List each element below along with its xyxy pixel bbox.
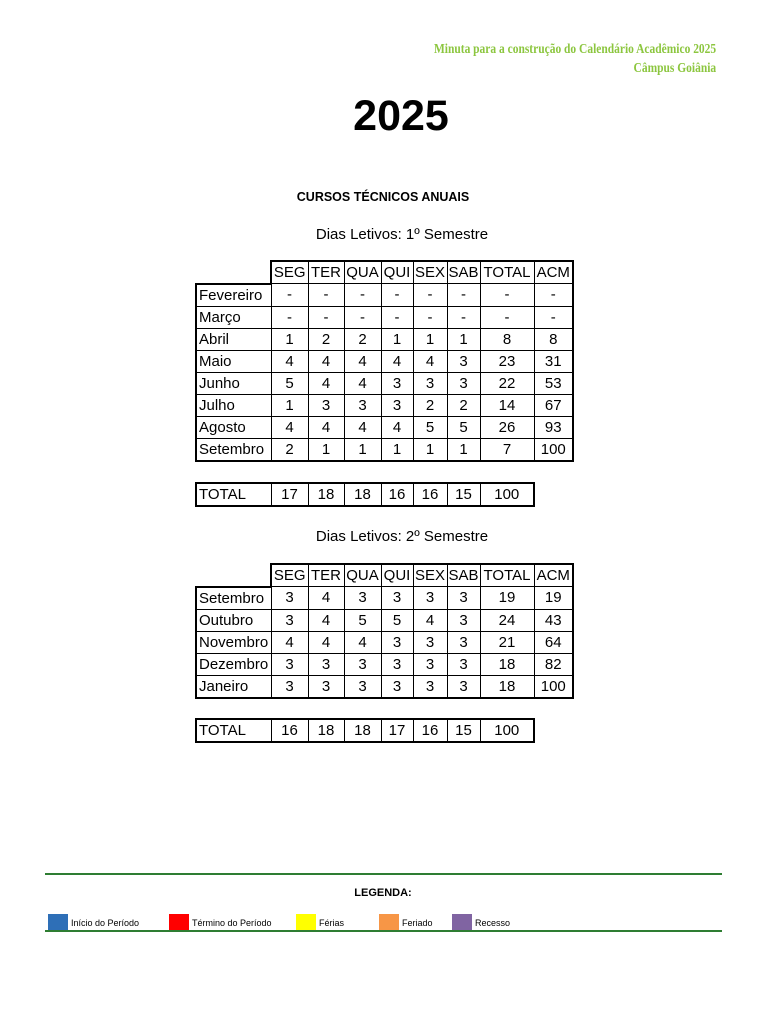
value-cell: - [271, 306, 308, 328]
value-cell: 3 [308, 653, 344, 675]
value-cell: 22 [480, 372, 534, 394]
legend-label: Recesso [475, 917, 511, 928]
column-header: SEG [271, 564, 308, 587]
legend-label: Início do Período [71, 917, 140, 928]
corner-cell [196, 261, 271, 284]
column-header: QUI [381, 564, 413, 587]
legend-title: LEGENDA: [354, 887, 412, 899]
month-cell: Agosto [196, 416, 271, 438]
value-cell: 4 [413, 609, 447, 631]
month-cell: Outubro [196, 609, 271, 631]
value-cell: 3 [344, 675, 381, 698]
value-cell: 93 [534, 416, 573, 438]
value-cell: 1 [381, 438, 413, 461]
value-cell: 3 [308, 675, 344, 698]
column-header: SEG [271, 261, 308, 284]
semester1-total-table [195, 482, 535, 507]
table-row [196, 394, 573, 416]
table-row [196, 587, 573, 610]
course-title: CURSOS TÉCNICOS ANUAIS [296, 190, 470, 204]
header-row [196, 261, 573, 284]
corner-cell [196, 564, 271, 587]
value-cell: 3 [271, 675, 308, 698]
table-row [196, 328, 573, 350]
month-cell: Setembro [196, 438, 271, 461]
value-cell: 5 [271, 372, 308, 394]
value-cell: 18 [480, 653, 534, 675]
value-cell: 1 [447, 438, 480, 461]
value-cell: 3 [381, 372, 413, 394]
value-cell: 14 [480, 394, 534, 416]
value-cell: 67 [534, 394, 573, 416]
month-cell: Março [196, 306, 271, 328]
value-cell: 24 [480, 609, 534, 631]
value-cell: - [534, 306, 573, 328]
legend-item [169, 914, 272, 931]
value-cell: - [344, 306, 381, 328]
value-cell: 1 [271, 394, 308, 416]
total-cell: 17 [271, 483, 308, 506]
total-cell: 17 [381, 719, 413, 742]
total-cell: 15 [447, 483, 480, 506]
table-row [196, 609, 573, 631]
value-cell: - [308, 284, 344, 307]
value-cell: 4 [308, 587, 344, 610]
value-cell: - [447, 306, 480, 328]
value-cell: 4 [308, 416, 344, 438]
total-label: TOTAL [196, 719, 271, 742]
value-cell: - [480, 284, 534, 307]
semester1-title: Dias Letivos: 1º Semestre [315, 226, 489, 243]
value-cell: 3 [344, 394, 381, 416]
legend-swatch [296, 914, 316, 931]
value-cell: 5 [381, 609, 413, 631]
value-cell: 1 [308, 438, 344, 461]
value-cell: 3 [447, 631, 480, 653]
column-header: TER [308, 261, 344, 284]
total-cell: 15 [447, 719, 480, 742]
column-header: SEX [413, 564, 447, 587]
header-campus: Câmpus Goiânia [633, 61, 716, 76]
total-cell: 100 [480, 719, 534, 742]
table-row [196, 306, 573, 328]
header-row [196, 564, 573, 587]
table-row [196, 438, 573, 461]
value-cell: 7 [480, 438, 534, 461]
legend-label: Férias [319, 917, 345, 928]
legend-bottom-rule [45, 930, 722, 932]
value-cell: 26 [480, 416, 534, 438]
value-cell: 4 [344, 631, 381, 653]
value-cell: 3 [271, 609, 308, 631]
value-cell: 53 [534, 372, 573, 394]
table-row [196, 284, 573, 307]
value-cell: 5 [447, 416, 480, 438]
value-cell: 3 [413, 631, 447, 653]
legend-swatch [452, 914, 472, 931]
table-row [196, 631, 573, 653]
value-cell: 82 [534, 653, 573, 675]
value-cell: 43 [534, 609, 573, 631]
value-cell: 3 [447, 609, 480, 631]
value-cell: 4 [308, 350, 344, 372]
month-cell: Novembro [196, 631, 271, 653]
value-cell: 3 [413, 372, 447, 394]
column-header: QUI [381, 261, 413, 284]
legend-item [379, 914, 433, 931]
total-cell: 16 [413, 719, 447, 742]
value-cell: 3 [381, 675, 413, 698]
legend-item [296, 914, 344, 931]
value-cell: 4 [381, 350, 413, 372]
value-cell: 3 [447, 653, 480, 675]
semester2-total-table [195, 718, 535, 743]
total-cell: 18 [308, 719, 344, 742]
value-cell: 3 [447, 372, 480, 394]
value-cell: 4 [271, 350, 308, 372]
legend-label: Feriado [402, 917, 433, 928]
value-cell: 4 [308, 372, 344, 394]
column-header: QUA [344, 564, 381, 587]
total-row [196, 483, 534, 506]
column-header: ACM [534, 564, 573, 587]
value-cell: 4 [413, 350, 447, 372]
document-header [434, 40, 716, 78]
column-header: SAB [447, 261, 480, 284]
value-cell: 64 [534, 631, 573, 653]
value-cell: 8 [480, 328, 534, 350]
value-cell: 3 [413, 653, 447, 675]
total-cell: 18 [344, 719, 381, 742]
header-title: Minuta para a construção do Calendário Acadêmico 2025 [433, 42, 716, 57]
legend-swatch [48, 914, 68, 931]
value-cell: 3 [344, 653, 381, 675]
month-cell: Junho [196, 372, 271, 394]
value-cell: 3 [447, 587, 480, 610]
semester2-title: Dias Letivos: 2º Semestre [315, 528, 489, 545]
month-cell: Julho [196, 394, 271, 416]
table-row [196, 372, 573, 394]
total-cell: 100 [480, 483, 534, 506]
value-cell: 23 [480, 350, 534, 372]
value-cell: 2 [447, 394, 480, 416]
legend-swatch [379, 914, 399, 931]
value-cell: 19 [534, 587, 573, 610]
value-cell: - [271, 284, 308, 307]
value-cell: 4 [344, 372, 381, 394]
total-cell: 16 [271, 719, 308, 742]
value-cell: 3 [381, 394, 413, 416]
value-cell: 4 [271, 416, 308, 438]
value-cell: 19 [480, 587, 534, 610]
value-cell: 4 [271, 631, 308, 653]
value-cell: 1 [271, 328, 308, 350]
month-cell: Maio [196, 350, 271, 372]
value-cell: 4 [308, 609, 344, 631]
value-cell: 3 [381, 587, 413, 610]
value-cell: 1 [381, 328, 413, 350]
legend-top-rule [45, 873, 722, 875]
total-label: TOTAL [196, 483, 271, 506]
value-cell: 1 [413, 438, 447, 461]
table-row [196, 416, 573, 438]
value-cell: 3 [381, 653, 413, 675]
month-cell: Abril [196, 328, 271, 350]
value-cell: 3 [447, 350, 480, 372]
column-header: TOTAL [480, 261, 534, 284]
value-cell: - [344, 284, 381, 307]
value-cell: 5 [413, 416, 447, 438]
table-row [196, 653, 573, 675]
total-cell: 16 [413, 483, 447, 506]
value-cell: - [381, 284, 413, 307]
month-cell: Setembro [196, 587, 271, 610]
column-header: ACM [534, 261, 573, 284]
column-header: TER [308, 564, 344, 587]
total-cell: 18 [308, 483, 344, 506]
value-cell: 3 [271, 653, 308, 675]
value-cell: 1 [413, 328, 447, 350]
value-cell: - [308, 306, 344, 328]
value-cell: 5 [344, 609, 381, 631]
value-cell: 1 [344, 438, 381, 461]
value-cell: 8 [534, 328, 573, 350]
month-cell: Janeiro [196, 675, 271, 698]
value-cell: - [381, 306, 413, 328]
value-cell: 3 [381, 631, 413, 653]
legend-swatch [169, 914, 189, 931]
column-header: TOTAL [480, 564, 534, 587]
value-cell: 4 [381, 416, 413, 438]
value-cell: 4 [344, 416, 381, 438]
legend-label: Término do Período [192, 917, 272, 928]
value-cell: 3 [413, 675, 447, 698]
legend-item [48, 914, 139, 931]
value-cell: 2 [308, 328, 344, 350]
value-cell: 100 [534, 675, 573, 698]
value-cell: - [413, 284, 447, 307]
value-cell: - [480, 306, 534, 328]
total-cell: 18 [344, 483, 381, 506]
value-cell: 3 [344, 587, 381, 610]
value-cell: 1 [447, 328, 480, 350]
value-cell: 2 [413, 394, 447, 416]
value-cell: 3 [447, 675, 480, 698]
semester1-table [195, 260, 574, 462]
value-cell: 18 [480, 675, 534, 698]
total-cell: 16 [381, 483, 413, 506]
value-cell: 2 [271, 438, 308, 461]
value-cell: 3 [308, 394, 344, 416]
value-cell: 4 [344, 350, 381, 372]
value-cell: 4 [308, 631, 344, 653]
value-cell: 31 [534, 350, 573, 372]
value-cell: 3 [271, 587, 308, 610]
table-row [196, 350, 573, 372]
table-row [196, 675, 573, 698]
column-header: QUA [344, 261, 381, 284]
total-row [196, 719, 534, 742]
column-header: SEX [413, 261, 447, 284]
year-title: 2025 [353, 92, 449, 140]
semester2-table [195, 563, 574, 699]
month-cell: Dezembro [196, 653, 271, 675]
value-cell: 21 [480, 631, 534, 653]
value-cell: - [534, 284, 573, 307]
value-cell: 2 [344, 328, 381, 350]
value-cell: 100 [534, 438, 573, 461]
value-cell: - [447, 284, 480, 307]
month-cell: Fevereiro [196, 284, 271, 307]
value-cell: - [413, 306, 447, 328]
legend-item [452, 914, 510, 931]
value-cell: 3 [413, 587, 447, 610]
column-header: SAB [447, 564, 480, 587]
